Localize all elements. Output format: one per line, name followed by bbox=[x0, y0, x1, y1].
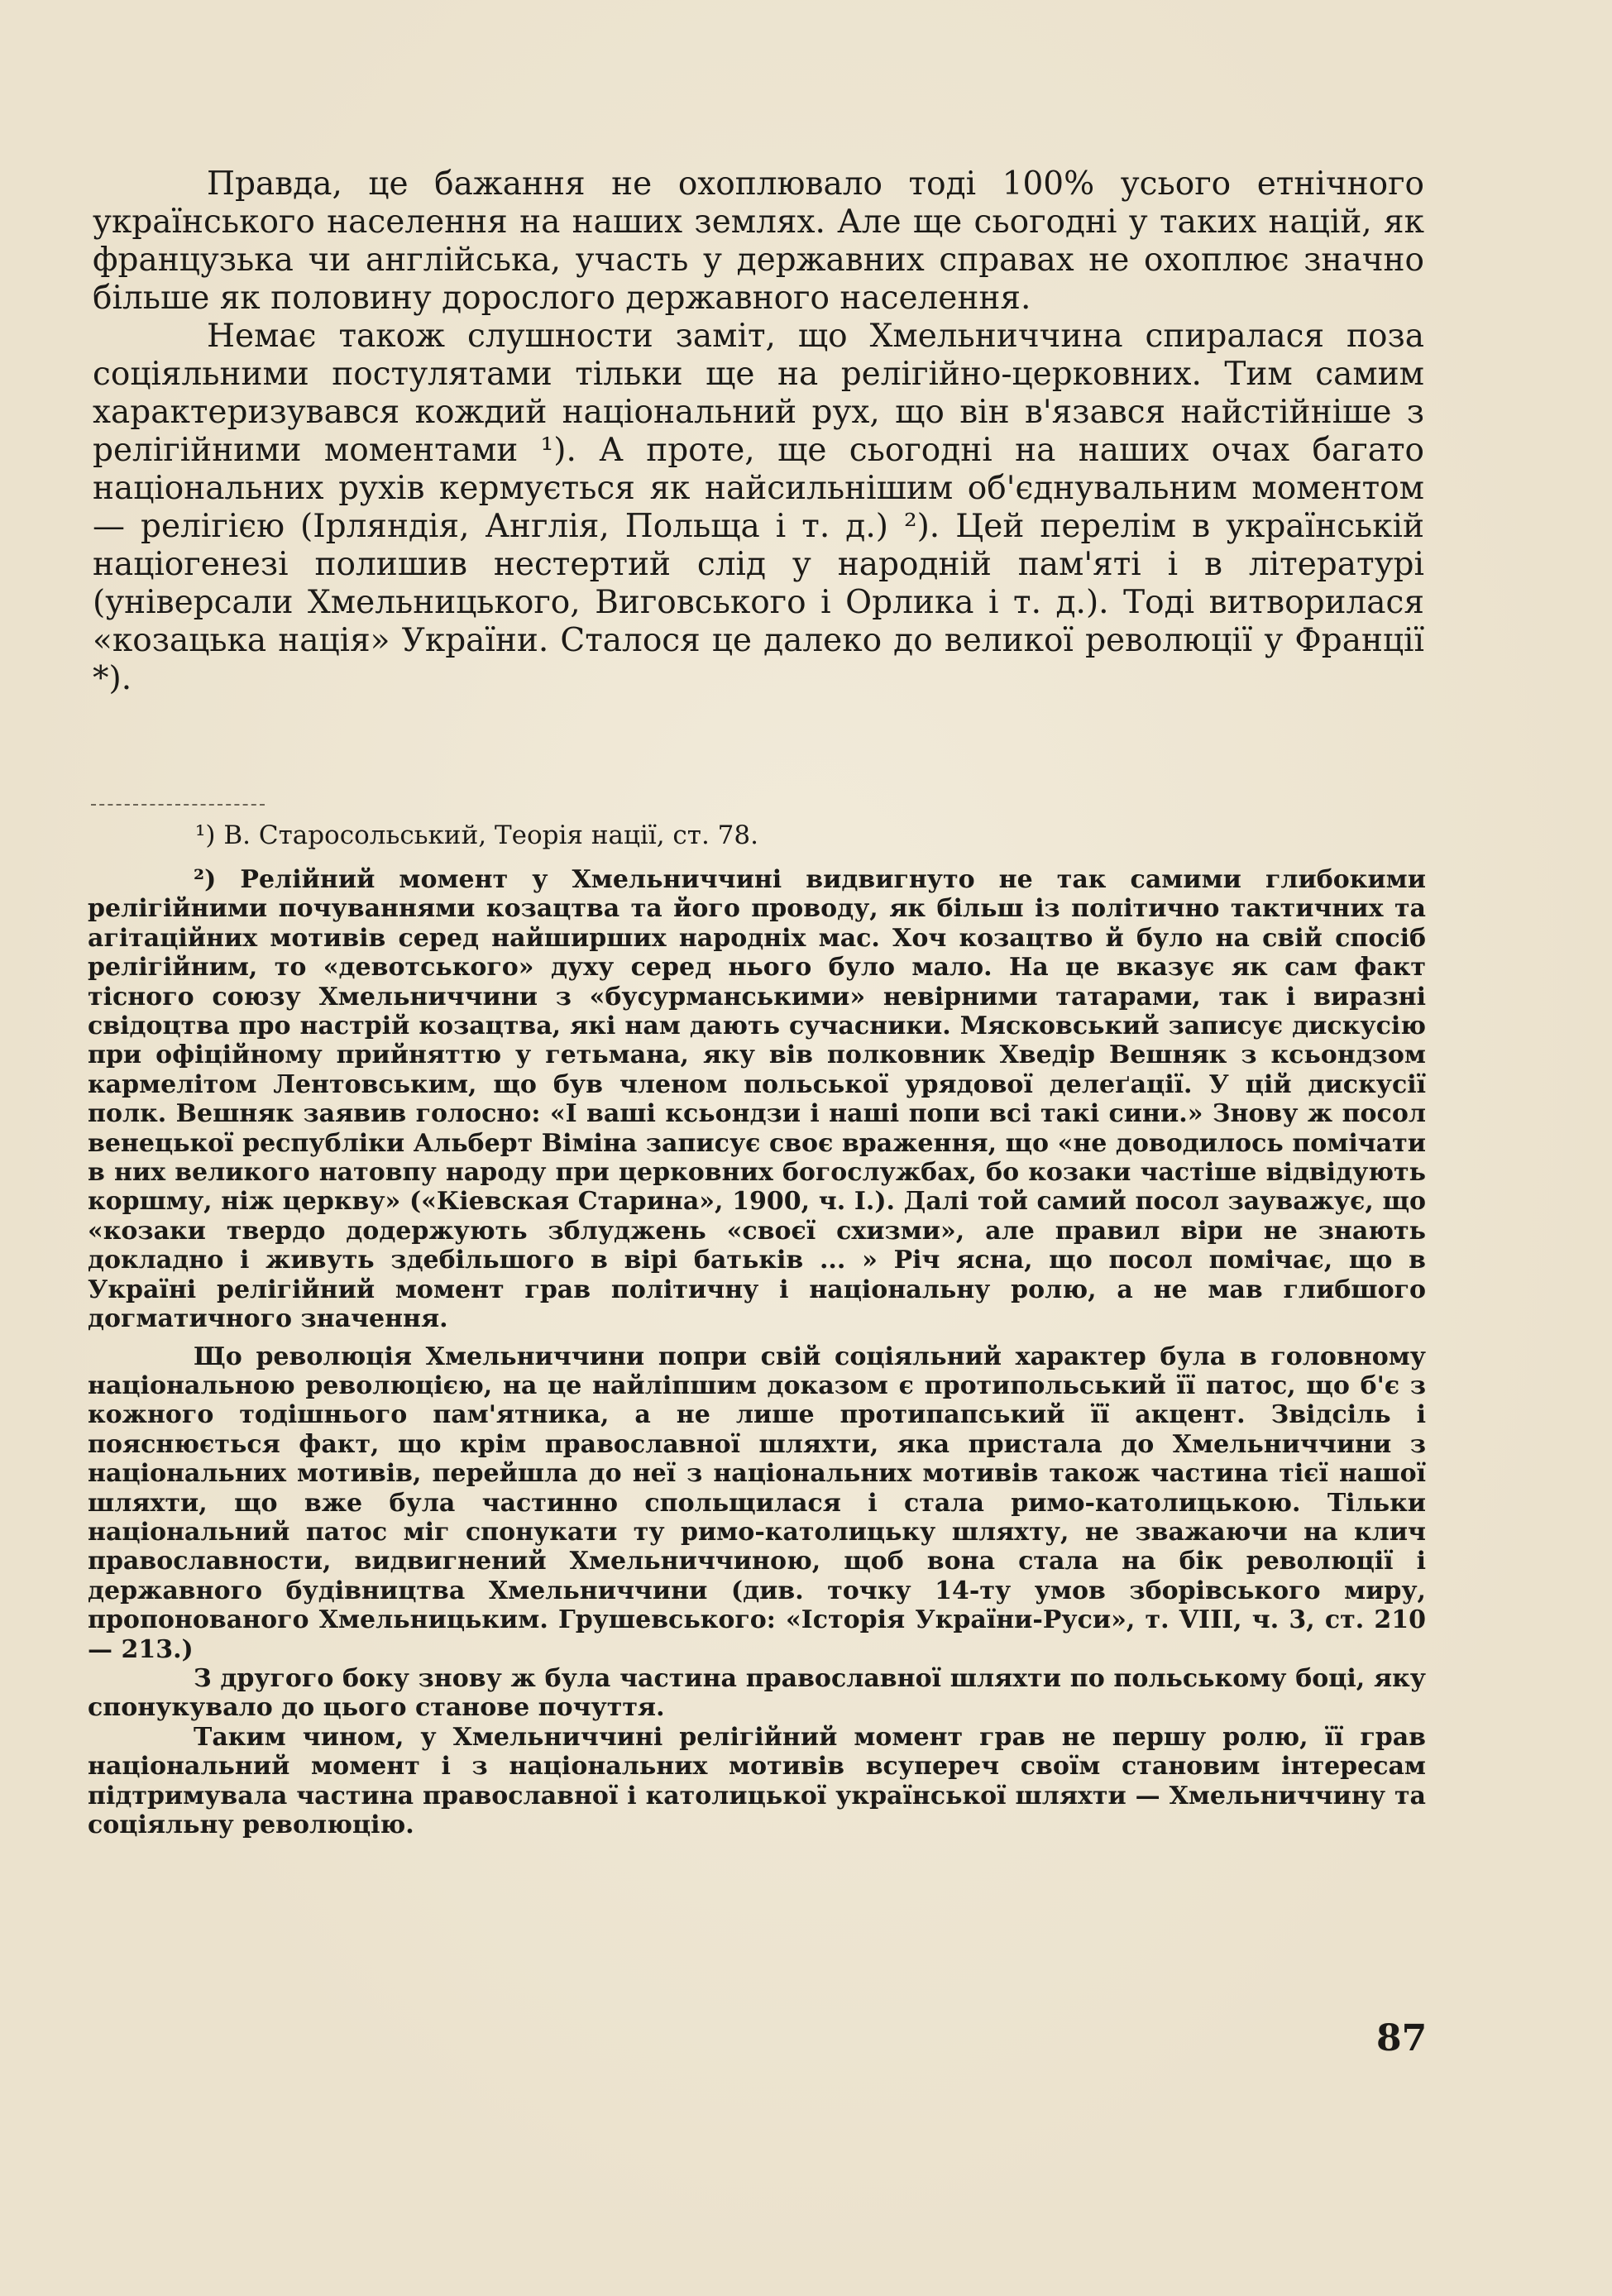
footnote-1: ¹) В. Старосольський, Теорія нації, ст. 78. bbox=[195, 820, 758, 850]
footnote-2-paragraph-3: З другого боку знову ж була частина православної шляхти по польському боці, яку спонукувало до цього станове почуття. bbox=[88, 1663, 1426, 1723]
footnote-2 bbox=[88, 865, 1426, 1839]
footnote-2-paragraph-4: Таким чином, у Хмельниччині релігійний момент грав не першу ролю, її грав національний момент і з національних мотивів всупереч своїм становим інтересам підтримувала частина православної і католицької української шляхти — Хмельниччину та соціяльну революцію. bbox=[88, 1722, 1426, 1839]
main-paragraph-2: Немає також слушности заміт, що Хмельниччина спиралася поза соціяльними постулятами тільки ще на релігійно-церковних. Тим самим характеризувався кождий національний рух, що він в'язався найстійніше з релігійними моментами ¹). А проте, ще сьогодні на наших очах багато національних рухів кермується як найсильнішим об'єднувальним моментом — релігією (Ірляндія, Англія, Польща і т. д.) ²). Цей перелім в українській націогенезі полишив нестертий слід у народній пам'яті і в літературі (універсали Хмельницького, Виговського і Орлика і т. д.). Тоді витворилася «козацька нація» України. Сталося це далеко до великої революції у Франції *). bbox=[93, 318, 1424, 697]
main-paragraph-1: Правда, це бажання не охоплювало тоді 100% усього етнічного українського населення на наших землях. Але ще сьогодні у таких націй, як французька чи англійська, участь у державних справах не охоплює значно більше як половину дорослого державного населення. bbox=[93, 165, 1424, 317]
footnote-2-paragraph-2: Що революція Хмельниччини попри свій соціяльний характер була в головному національною революцією, на це найліпшим доказом є протипольський її патос, що б'є з кожного тодішнього пам'ятника, а не лише протипапський її акцент. Звідсіль і пояснюється факт, що крім православної шляхти, яка пристала до Хмельниччини з національних мотивів, перейшла до неї з національних мотивів також частина тієї нашої шляхти, що вже була частинно спольщилася і стала римо-католицькою. Тільки національний патос міг спонукати ту римо-католицьку шляхту, не зважаючи на клич православности, видвигнений Хмельниччиною, щоб вона стала на бік революції і державного будівництва Хмельниччини (див. точку 14-ту умов зборівського миру, пропонованого Хмельницьким. Грушевського: «Історія України-Руси», т. VIII, ч. 3, ст. 210 — 213.) bbox=[88, 1342, 1426, 1664]
footnote-2-paragraph-1: ²) Релійний момент у Хмельниччині видвигнуто не так самими глибокими релігійними почуваннями козацтва та його проводу, як більш із політично тактичних та агітаційних мотивів серед найширших народніх мас. Хоч козацтво й було на свій спосіб релігійним, то «девотського» духу серед нього було мало. На це вказує як сам факт тісного союзу Хмельниччини з «бусурманськими» невірними татарами, так і виразні свідоцтва про настрій козацтва, які нам дають сучасники. Мясковський записує дискусію при офіційному прийняттю у гетьмана, яку вів полковник Хведір Вешняк з ксьондзом кармелітом Лентовським, що був членом польської урядової делеґації. У цій дискусії полк. Вешняк заявив голосно: «І ваші ксьондзи і наші попи всі такі сини.» Знову ж посол венецької республіки Альберт Віміна записує своє враження, що «не доводилось помічати в них великого натовпу народу при церковних богослужбах, бо козаки частіше відвідують коршму, ніж церкву» («Кіевская Старина», 1900, ч. І.). Далі той самий посол зауважує, що «козаки твердо додержують зблуджень «своєї схизми», але правил віри не знають докладно і живуть здебільшого в вірі батьків ... » Річ ясна, що посол помічає, що в Україні релігійний момент грав політичну і національну ролю, а не мав глибшого догматичного значення. bbox=[88, 865, 1426, 1334]
main-text bbox=[93, 165, 1424, 698]
page-number: 87 bbox=[1376, 2017, 1428, 2059]
footnote-divider bbox=[91, 804, 265, 806]
